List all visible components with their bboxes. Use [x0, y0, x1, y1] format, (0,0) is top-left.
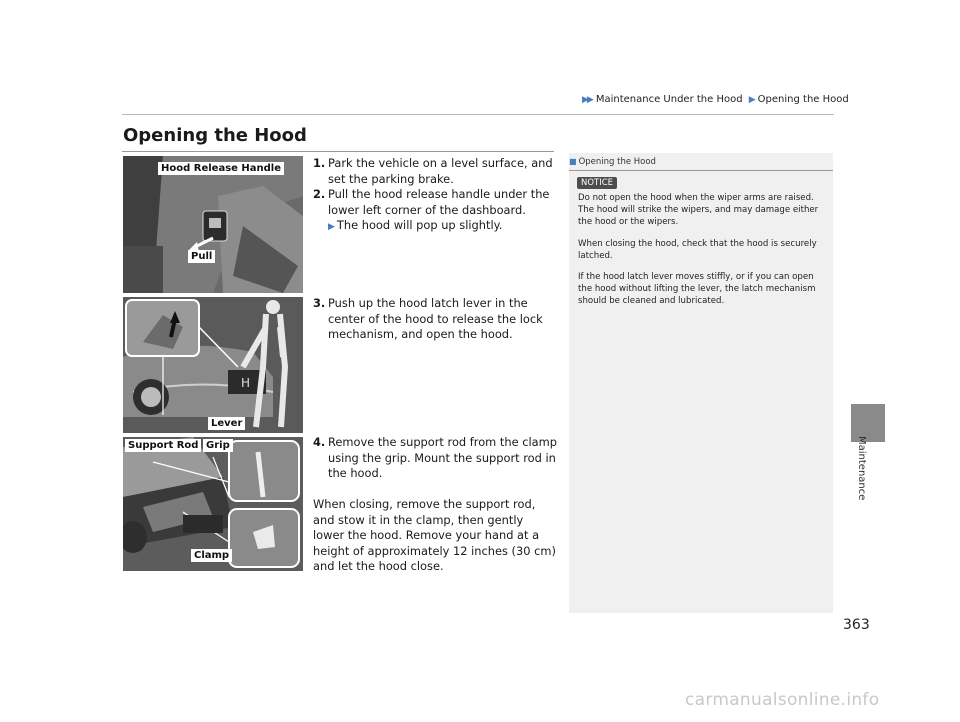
step-text: Pull the hood release handle under the lower left corner of the dashboard.: [328, 187, 550, 217]
label-pull: Pull: [188, 250, 215, 263]
step-4: [313, 435, 558, 482]
step-number: 2.: [313, 187, 326, 201]
label-support-rod: Support Rod: [125, 439, 201, 452]
step-2: [313, 187, 558, 236]
step-text: Park the vehicle on a level surface, and set the parking brake.: [328, 156, 553, 186]
breadcrumb-arrow-icon: ▶: [748, 95, 754, 105]
step-1: [313, 156, 558, 187]
step-sub-text: The hood will pop up slightly.: [336, 218, 503, 232]
note-heading-text: Opening the Hood: [578, 157, 656, 167]
hood-latch-lever-illustration: [123, 297, 303, 433]
section-tab-label: Maintenance: [856, 436, 867, 501]
step-3: [313, 296, 558, 343]
note-heading: [569, 157, 656, 167]
breadcrumb-part-2[interactable]: Opening the Hood: [757, 94, 849, 105]
step-text: Push up the hood latch lever in the center of the hood to release the lock mechanism, and open the hood.: [328, 296, 543, 341]
watermark: carmanualsonline.info: [685, 690, 880, 710]
hood-release-handle-illustration: [123, 156, 303, 293]
label-hood-release-handle: Hood Release Handle: [158, 162, 284, 175]
note-paragraph: Do not open the hood when the wiper arms are raised. The hood will strike the wipers, and may damage either the hood or the wipers.: [578, 193, 819, 228]
label-lever: Lever: [208, 417, 245, 430]
step-sub-note: [328, 218, 558, 236]
svg-text:H: H: [241, 376, 251, 390]
step-number: 3.: [313, 296, 326, 310]
label-grip: Grip: [203, 439, 233, 452]
label-clamp: Clamp: [191, 549, 232, 562]
closing-paragraph: When closing, remove the support rod, and stow it in the clamp, then gently lower the hood. Remove your hand at a height of approximately 12 inches (30 cm) and let the hood close.: [313, 497, 556, 573]
hood-latch-lever-image: [123, 297, 303, 433]
note-marker-icon: ■: [569, 157, 577, 166]
result-arrow-icon: ▶: [328, 222, 333, 232]
step-text: Remove the support rod from the clamp using the grip. Mount the support rod in the hood.: [328, 435, 557, 480]
breadcrumb-arrow-icon: ▶▶: [582, 95, 592, 105]
note-paragraph: If the hood latch lever moves stiffly, or if you can open the hood without lifting the lever, the latch mechanism should be cleaned and lubricated.: [578, 272, 816, 307]
breadcrumb-part-1[interactable]: Maintenance Under the Hood: [595, 94, 743, 105]
header-rule: [122, 114, 834, 115]
title-rule: [122, 151, 554, 152]
step-number: 4.: [313, 435, 326, 449]
note-text: [578, 192, 822, 317]
page-number: 363: [843, 617, 870, 633]
step-number: 1.: [313, 156, 326, 170]
note-paragraph: When closing the hood, check that the hood is securely latched.: [578, 238, 817, 261]
page-title: Opening the Hood: [123, 125, 307, 146]
breadcrumb: [582, 94, 849, 105]
hood-release-handle-image: [123, 156, 303, 293]
support-rod-image: [123, 437, 303, 571]
note-rule: [569, 170, 833, 171]
notice-badge: NOTICE: [577, 177, 617, 189]
